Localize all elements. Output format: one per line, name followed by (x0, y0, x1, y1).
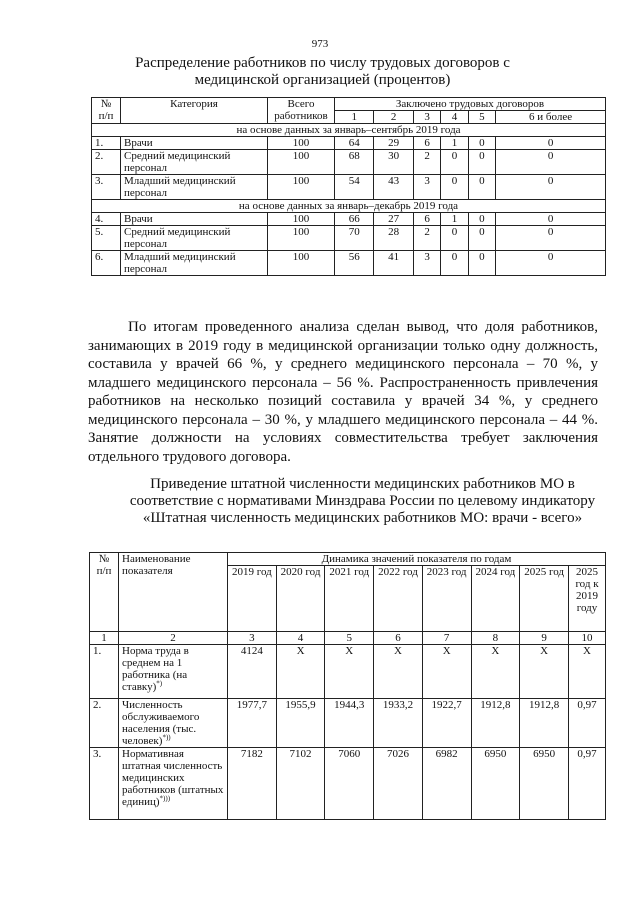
footnote-mark: *) (156, 679, 163, 688)
row-total: 100 (268, 175, 335, 200)
row-name-text: Численность обслуживаемого населения (тыс. человек) (122, 699, 200, 747)
row-value: X (471, 645, 520, 699)
row-num: 5. (92, 226, 121, 251)
row-v6: 0 (496, 251, 606, 276)
table1-title: Распределение работников по числу трудовых договоров с медицинской организацией (процентов) (135, 55, 510, 88)
row-num: 1. (90, 645, 119, 699)
row-category: Средний медицинский персонал (121, 150, 268, 175)
row-category: Средний медицинский персонал (121, 226, 268, 251)
col-num: 7 (422, 632, 471, 645)
row-v6: 0 (496, 226, 606, 251)
row-category: Младший медицинский персонал (121, 251, 268, 276)
contracts-table (91, 97, 606, 276)
table-row (90, 748, 606, 820)
section-row: на основе данных за январь–декабрь 2019 года (92, 200, 606, 213)
table-row (92, 175, 606, 200)
row-total: 100 (268, 251, 335, 276)
row-v4: 1 (441, 137, 468, 150)
row-value: 7182 (228, 748, 277, 820)
row-num: 4. (92, 213, 121, 226)
header-total: Всего работников (268, 98, 335, 124)
col-num: 6 (374, 632, 423, 645)
row-total: 100 (268, 213, 335, 226)
row-v4: 0 (441, 175, 468, 200)
row-value: 0,97 (569, 748, 606, 820)
row-num: 2. (90, 699, 119, 748)
row-v1: 68 (335, 150, 374, 175)
page-number: 973 (311, 38, 329, 50)
row-v6: 0 (496, 213, 606, 226)
col-num: 8 (471, 632, 520, 645)
row-num: 6. (92, 251, 121, 276)
table-row (92, 150, 606, 175)
row-value: 6950 (520, 748, 569, 820)
header-year: 2021 год (325, 566, 374, 632)
row-v5: 0 (468, 226, 495, 251)
row-value: 1912,8 (520, 699, 569, 748)
analysis-paragraph (88, 318, 598, 466)
table-row (90, 699, 606, 748)
row-value: 7102 (276, 748, 325, 820)
header-c3: 3 (413, 111, 440, 124)
row-name-text: Норма труда в среднем на 1 работника (на ставку) (122, 645, 189, 693)
row-name (119, 645, 228, 699)
row-name-text: Нормативная штатная численность медицинских работников (штатных единиц) (122, 748, 224, 808)
row-v2: 30 (374, 150, 413, 175)
row-v1: 64 (335, 137, 374, 150)
row-value: 0,97 (569, 699, 606, 748)
col-num: 3 (228, 632, 277, 645)
header-c5: 5 (468, 111, 495, 124)
header-c2: 2 (374, 111, 413, 124)
row-num: 3. (90, 748, 119, 820)
row-v3: 2 (413, 226, 440, 251)
row-v4: 0 (441, 226, 468, 251)
row-v5: 0 (468, 251, 495, 276)
table-row (92, 226, 606, 251)
col-num: 4 (276, 632, 325, 645)
row-value: 7026 (374, 748, 423, 820)
header-dynamics: Динамика значений показателя по годам (228, 553, 606, 566)
row-total: 100 (268, 226, 335, 251)
header-c1: 1 (335, 111, 374, 124)
header-year: 2019 год (228, 566, 277, 632)
header-year: 2024 год (471, 566, 520, 632)
col-num: 1 (90, 632, 119, 645)
header-c6: 6 и более (496, 111, 606, 124)
header-year: 2025 год к 2019 году (569, 566, 606, 632)
row-value: 1944,3 (325, 699, 374, 748)
row-v1: 56 (335, 251, 374, 276)
row-value: X (520, 645, 569, 699)
footnote-mark: *))) (159, 794, 171, 803)
row-v3: 6 (413, 137, 440, 150)
col-num: 9 (520, 632, 569, 645)
row-value: 6950 (471, 748, 520, 820)
row-v2: 43 (374, 175, 413, 200)
col-num: 5 (325, 632, 374, 645)
row-v5: 0 (468, 150, 495, 175)
row-v3: 3 (413, 251, 440, 276)
footnote-mark: *)) (162, 733, 171, 742)
header-year: 2023 год (422, 566, 471, 632)
row-v5: 0 (468, 213, 495, 226)
row-v4: 0 (441, 251, 468, 276)
header-contracts: Заключено трудовых договоров (335, 98, 606, 111)
row-value: 1977,7 (228, 699, 277, 748)
row-v2: 41 (374, 251, 413, 276)
table-row (92, 137, 606, 150)
col-num: 10 (569, 632, 606, 645)
header-category: Категория (121, 98, 268, 124)
row-value: 7060 (325, 748, 374, 820)
row-category: Врачи (121, 213, 268, 226)
header-year: 2022 год (374, 566, 423, 632)
row-value: 1912,8 (471, 699, 520, 748)
paragraph-text: По итогам проведенного анализа сделан вывод, что доля работников, занимающих в 2019 году в медицинской организации только одну должность, составила у врачей 66 %, у среднего медицинского персонала – 70 %, у младшего медицинского персонала – 56 %. Распространенность привлечения работников на несколько позиций составила у врачей 34 %, у среднего медицинского персонала – 30 %, у младшего медицинского персонала – 44 %. Занятие должности на условиях совместительства требует заключения отдельного трудового договора. (88, 319, 598, 465)
row-category: Врачи (121, 137, 268, 150)
row-total: 100 (268, 137, 335, 150)
staffing-table (89, 552, 606, 820)
header-num: № п/п (92, 98, 121, 124)
row-v3: 6 (413, 213, 440, 226)
row-value: X (276, 645, 325, 699)
row-num: 3. (92, 175, 121, 200)
row-v6: 0 (496, 137, 606, 150)
section-row: на основе данных за январь–сентябрь 2019 года (92, 124, 606, 137)
row-v5: 0 (468, 137, 495, 150)
row-num: 1. (92, 137, 121, 150)
row-v1: 70 (335, 226, 374, 251)
header-year: 2025 год (520, 566, 569, 632)
row-value: X (325, 645, 374, 699)
table2-title: Приведение штатной численности медицинских работников МО в соответствие с нормативами Минздрава России по целевому индикатору «Штатная численность медицинских работников МО: врачи - всего» (129, 476, 596, 526)
table-row (92, 251, 606, 276)
row-num: 2. (92, 150, 121, 175)
table-row (90, 645, 606, 699)
row-total: 100 (268, 150, 335, 175)
row-v2: 28 (374, 226, 413, 251)
table-row (92, 213, 606, 226)
row-name (119, 699, 228, 748)
row-value: X (374, 645, 423, 699)
row-v1: 54 (335, 175, 374, 200)
row-category: Младший медицинский персонал (121, 175, 268, 200)
row-name (119, 748, 228, 820)
row-value: 4124 (228, 645, 277, 699)
row-value: X (569, 645, 606, 699)
row-value: 6982 (422, 748, 471, 820)
row-v3: 2 (413, 150, 440, 175)
header-num: № п/п (90, 553, 119, 632)
row-v3: 3 (413, 175, 440, 200)
row-v6: 0 (496, 175, 606, 200)
row-v6: 0 (496, 150, 606, 175)
row-v4: 1 (441, 213, 468, 226)
row-value: X (422, 645, 471, 699)
header-name: Наименование показателя (119, 553, 228, 632)
header-c4: 4 (441, 111, 468, 124)
row-v2: 27 (374, 213, 413, 226)
row-value: 1933,2 (374, 699, 423, 748)
row-v1: 66 (335, 213, 374, 226)
col-num: 2 (119, 632, 228, 645)
row-value: 1922,7 (422, 699, 471, 748)
row-value: 1955,9 (276, 699, 325, 748)
row-v2: 29 (374, 137, 413, 150)
row-v5: 0 (468, 175, 495, 200)
row-v4: 0 (441, 150, 468, 175)
header-year: 2020 год (276, 566, 325, 632)
